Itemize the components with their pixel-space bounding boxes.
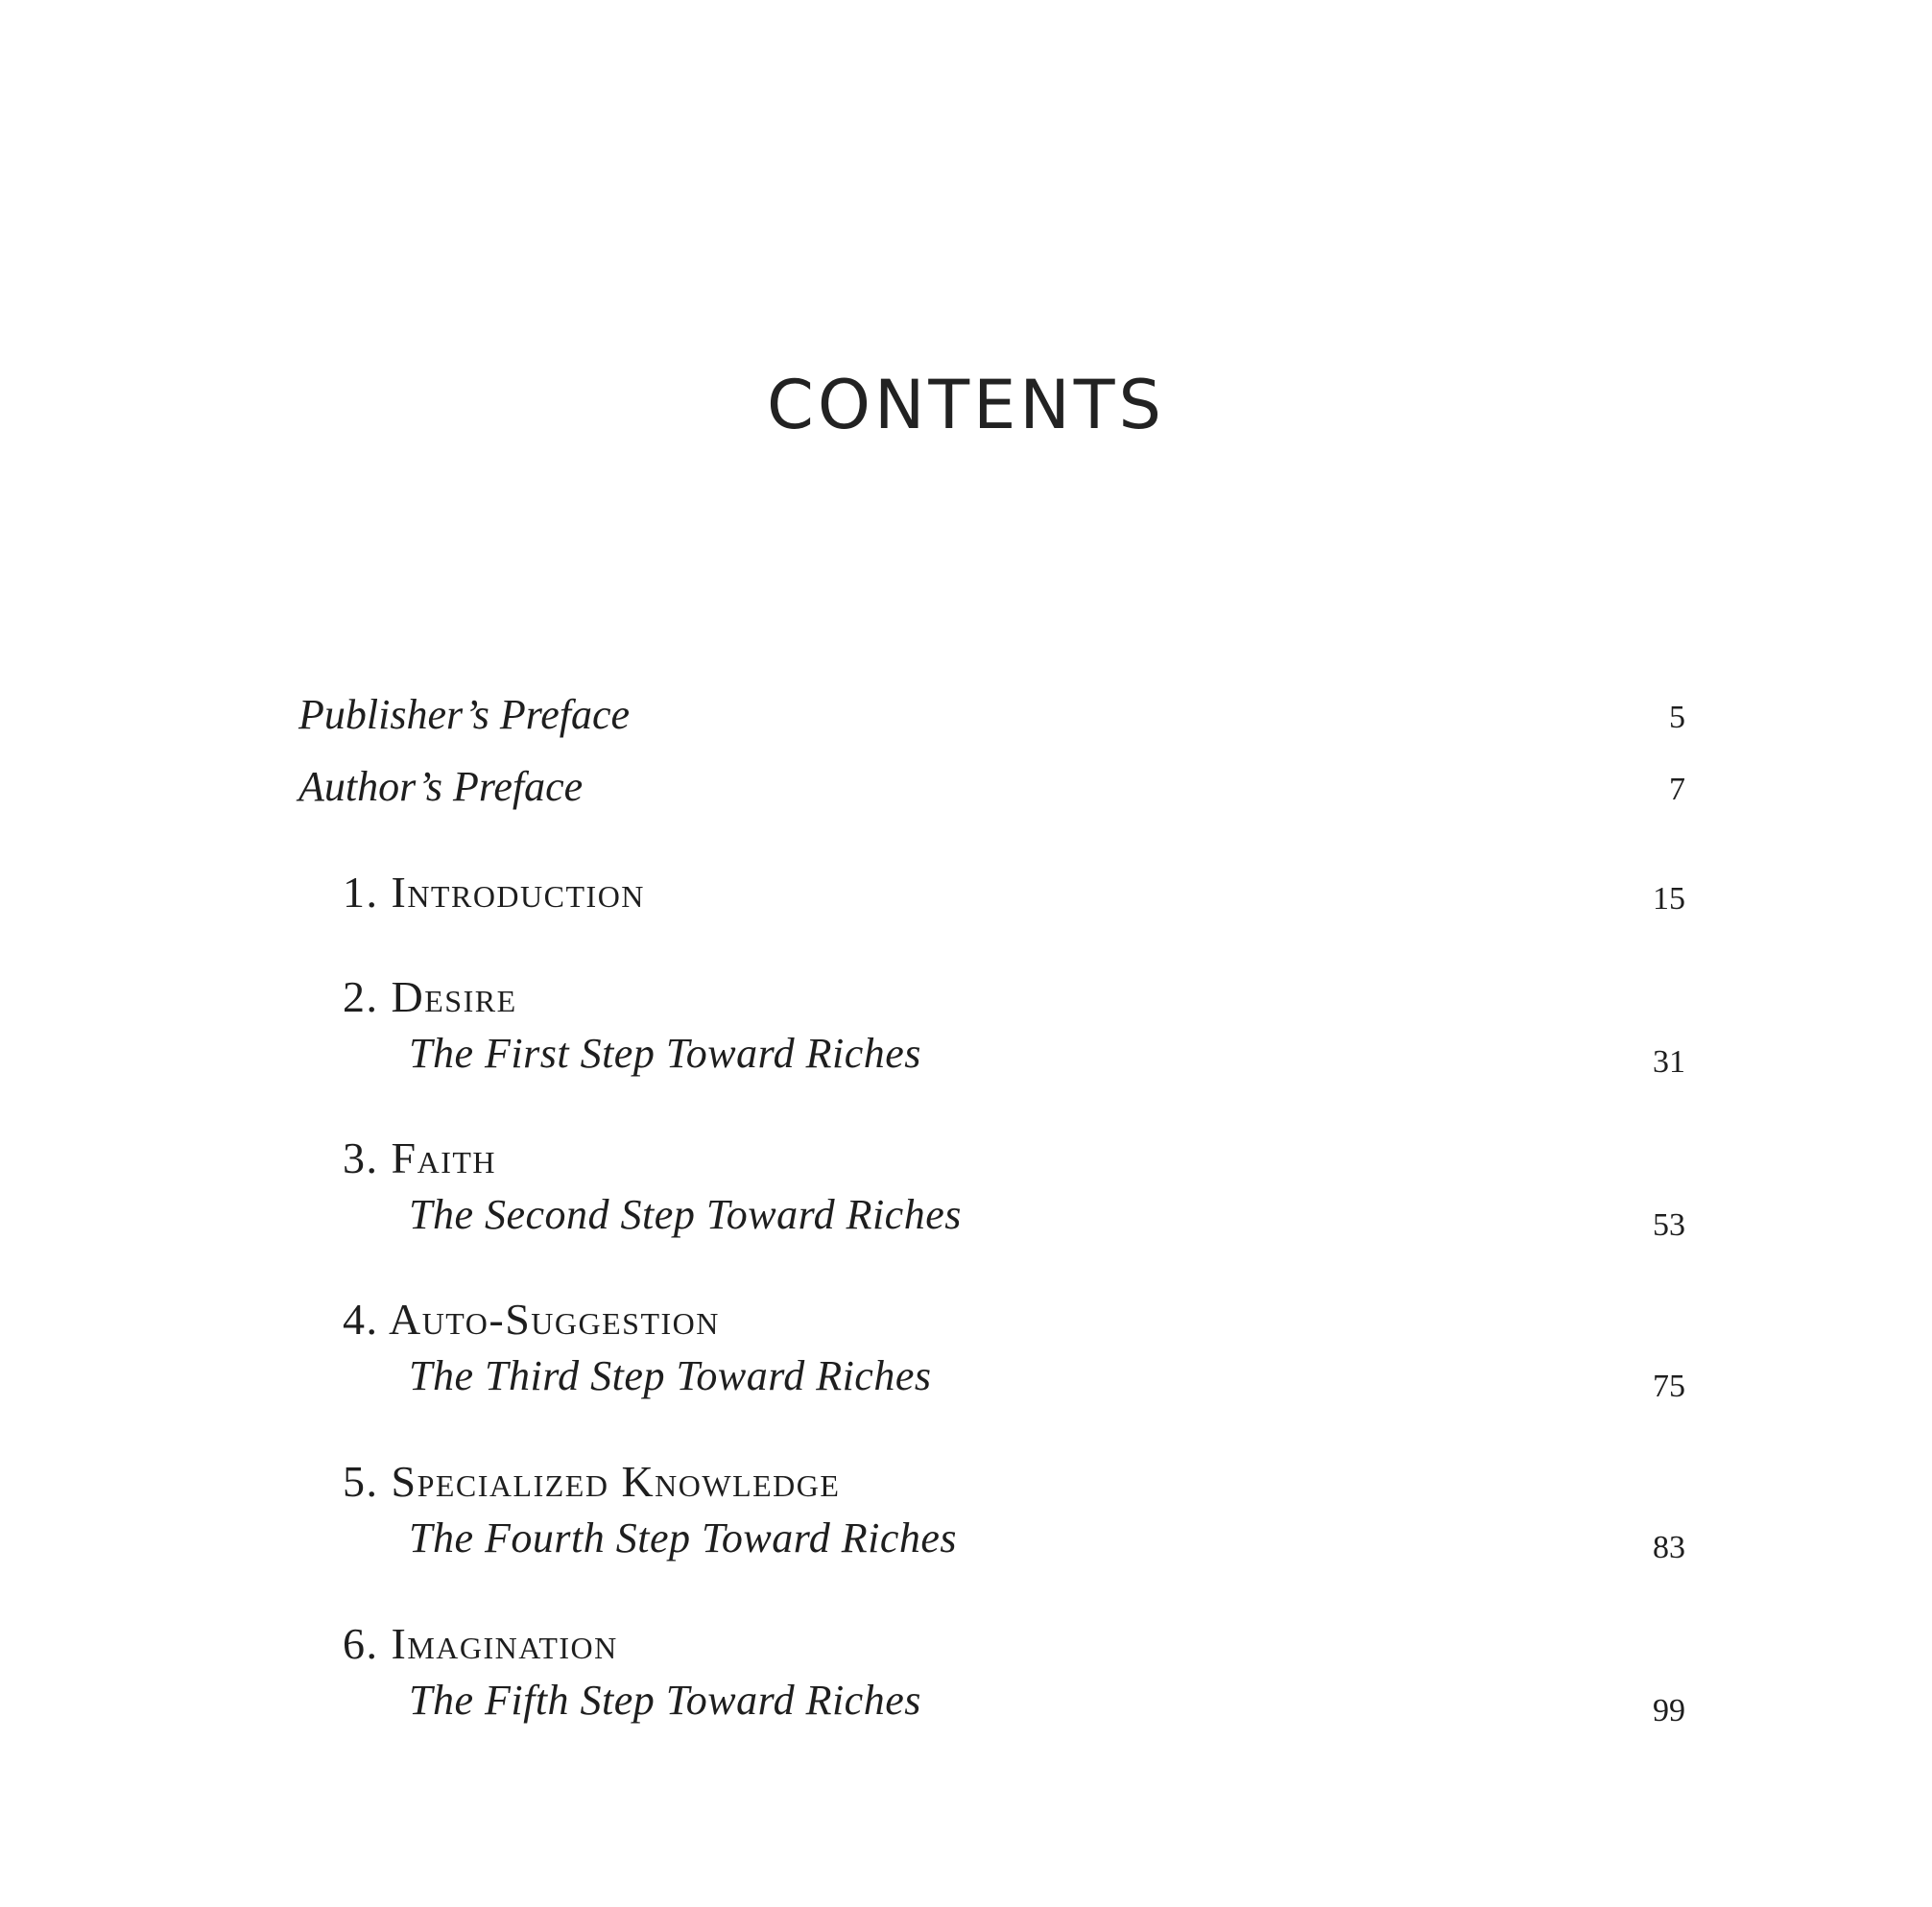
toc-entry-publishers-preface[interactable]: Publisher’s Preface xyxy=(298,691,631,738)
chapter-subtitle: The Third Step Toward Riches xyxy=(409,1352,932,1399)
chapter-number: 2. xyxy=(343,972,379,1021)
page-number: 7 xyxy=(1669,772,1685,807)
chapter-title: Faith xyxy=(391,1133,497,1182)
page-title: CONTENTS xyxy=(767,365,1165,444)
toc-chapter-2[interactable] xyxy=(343,972,517,1021)
chapter-number: 3. xyxy=(343,1133,379,1182)
chapter-subtitle: The First Step Toward Riches xyxy=(409,1030,921,1077)
page-number: 75 xyxy=(1653,1369,1685,1404)
chapter-title: Specialized Knowledge xyxy=(391,1457,841,1506)
page-number: 31 xyxy=(1653,1044,1685,1080)
toc-chapter-4[interactable] xyxy=(343,1295,720,1344)
toc-chapter-3[interactable] xyxy=(343,1133,497,1182)
page-number: 99 xyxy=(1653,1693,1685,1728)
chapter-number: 4. xyxy=(343,1295,379,1344)
page-number: 53 xyxy=(1653,1207,1685,1243)
toc-chapter-1[interactable] xyxy=(343,870,645,915)
page-number: 83 xyxy=(1653,1530,1685,1565)
chapter-title: Imagination xyxy=(391,1619,618,1668)
page-number: 5 xyxy=(1669,700,1685,735)
toc-chapter-6[interactable] xyxy=(343,1619,618,1668)
chapter-subtitle: The Second Step Toward Riches xyxy=(409,1191,962,1238)
chapter-number: 5. xyxy=(343,1457,379,1506)
chapter-subtitle: The Fifth Step Toward Riches xyxy=(409,1677,921,1724)
chapter-subtitle: The Fourth Step Toward Riches xyxy=(409,1514,958,1561)
chapter-number: 6. xyxy=(343,1619,379,1668)
page-number: 15 xyxy=(1653,881,1685,917)
chapter-number: 1. xyxy=(343,868,379,917)
chapter-title: Auto-Suggestion xyxy=(388,1295,720,1344)
toc-chapter-5[interactable] xyxy=(343,1457,841,1506)
toc-entry-authors-preface[interactable]: Author’s Preface xyxy=(298,763,584,810)
chapter-title: Desire xyxy=(391,972,517,1021)
chapter-title: Introduction xyxy=(391,868,645,917)
